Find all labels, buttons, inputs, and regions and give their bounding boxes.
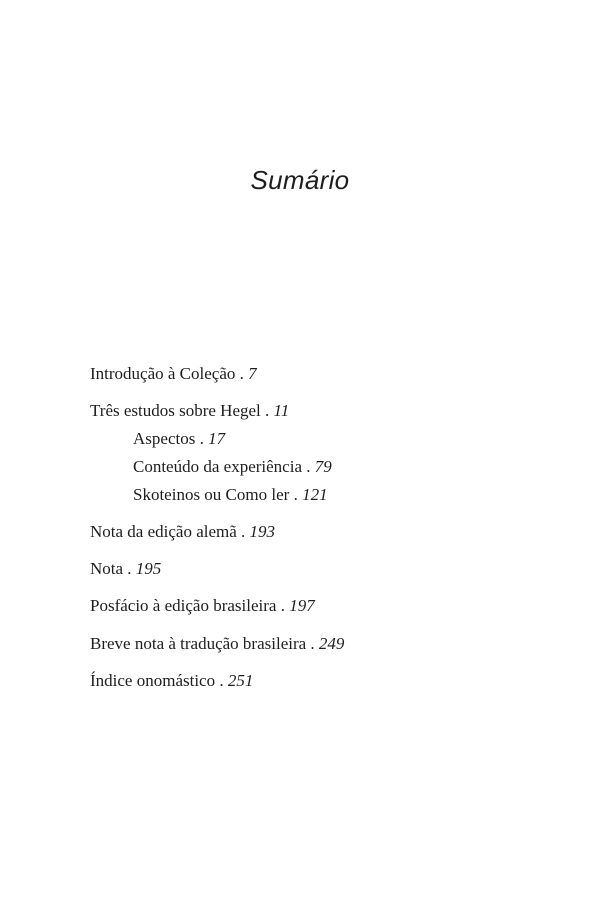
toc-entry-nota-edicao-alema (90, 522, 275, 542)
toc-subentry-conteudo (133, 457, 332, 477)
toc-page-number: 195 (135, 559, 162, 578)
toc-entry-title: Conteúdo da experiência (133, 457, 302, 476)
toc-entry-title: Índice onomástico (90, 671, 216, 690)
toc-page-number: 249 (318, 634, 345, 653)
toc-separator: . (302, 457, 315, 476)
toc-entry-indice (90, 671, 253, 691)
toc-entry-title: Nota (90, 559, 124, 578)
toc-entry-title: Posfácio à edição brasileira (90, 596, 277, 615)
page-title: Sumário (250, 165, 350, 195)
toc-separator: . (260, 401, 274, 420)
toc-page-number: 17 (208, 429, 226, 448)
toc-page-number: 197 (289, 596, 315, 615)
toc-separator: . (235, 364, 249, 383)
toc-separator: . (306, 634, 319, 653)
toc-page-number: 79 (314, 457, 332, 476)
toc-separator: . (289, 485, 303, 504)
toc-entry-introducao (90, 364, 257, 384)
toc-entry-title: Introdução à Coleção (90, 364, 236, 383)
toc-page-number: 11 (273, 401, 290, 420)
toc-entry-posfacio (90, 596, 315, 616)
toc-page-number: 193 (249, 522, 276, 541)
toc-entry-tres-estudos (90, 401, 289, 421)
toc-separator: . (123, 559, 136, 578)
toc-entry-title: Aspectos (133, 429, 196, 448)
toc-separator: . (276, 596, 290, 615)
toc-entry-title: Breve nota à tradução brasileira (90, 634, 307, 653)
toc-entry-title: Nota da edição alemã (90, 522, 237, 541)
toc-subentry-skoteinos (133, 485, 328, 505)
toc-entry-breve-nota (90, 634, 344, 654)
toc-entry-title: Três estudos sobre Hegel (90, 401, 261, 420)
toc-entry-title: Skoteinos ou Como ler (133, 485, 290, 504)
toc-subentry-aspectos (133, 429, 225, 449)
toc-page-number: 251 (227, 671, 254, 690)
toc-separator: . (236, 522, 250, 541)
table-of-contents (90, 0, 570, 900)
toc-page-number: 121 (302, 485, 328, 504)
toc-separator: . (195, 429, 209, 448)
toc-entry-nota (90, 559, 161, 579)
toc-page-number: 7 (248, 364, 257, 383)
toc-separator: . (215, 671, 228, 690)
